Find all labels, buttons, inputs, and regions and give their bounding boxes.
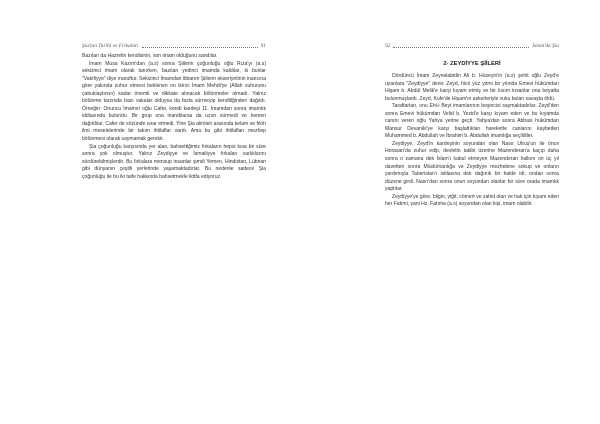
paragraph: Zeydiyye'ye göre, bilgin, yiğit, cömert ve zahid olan ve hak için kıyam eden her Fatımi, yani Hz. Fatıma (a.s) soyundan olan kişi, imam olabilir. <box>385 193 559 208</box>
left-page-body <box>82 53 266 181</box>
right-header-title: İslam'da Şia <box>532 43 559 49</box>
paragraph: Şia çoğunluğu karşısında yer alan, bahsettiğimiz fırkaların hepsi kısa bir süre sonra yok olmuştur. Yalnız Zeydiyye ve İsmailiyye fırkaları varlıklarını sürdürebilmişlerdir. Bu fırkalara mensup insanlar şimdi Yemen, Hindistan, Lübnan gibi dünyanın çeşitli yerlerinde yaşamaktadırlar. Bu nedenle sadece Şia çoğunluğu ile bu iki taife hakkında bahsetmekle iktifa ediyoruz. <box>82 143 266 180</box>
paragraph: Zeydiyye, Zeyd'in kardeşinin soyundan olan Nasır Utruş'un ile önce Horasan'da zuhur edip, devletin takibi üzerine Mazenderan'a kaçıp daha sonra o zamana dek İslam'ı kabul etmeyen Mazenderan halkını on üç yıl davetten sonra Müslümanlığa ve Zeydiyye mezhebine sokup ve onların yardımıyla Taberistan'ı istilasına dek dağınık bir halde idi; ondan sonra düzene girdi. Nasır'dan sonra onun soyundan olanlar bir süre orada imamlık yaptılar. <box>385 140 559 193</box>
header-dotted-leader <box>142 44 258 48</box>
header-dotted-leader <box>393 44 529 48</box>
paragraph: Taraftarları, onu Ehl-i Beyt imamlarının beşincisi saymaktadırlar. Zeyd'den sonra Emevi hükümdarı Velid b. Yezid'e karşı kıyam eden ve bu kıyamda canını veren oğlu Yahya yerine geçti. Yahya'dan sonra Abbasi hükümdarı Mansur Devaniki'ye karşı başlattıkları harekette canlarını kaybeden Muhammed b. Abdullah ve İbrahim b. Abdullah imamlığa seçildiler. <box>385 103 559 140</box>
left-header-title: Şia'nın Tarihi ve Firkaları <box>82 43 139 49</box>
left-page-header <box>82 43 266 49</box>
section-title: 2- ZEYDİYYE ŞİİLERİ <box>443 61 501 67</box>
right-page-number: 92 <box>385 43 391 49</box>
right-page-header <box>385 43 559 49</box>
right-page <box>300 0 600 424</box>
right-page-body <box>385 73 559 209</box>
paragraph: Dördüncü İmam Zeynelabidin Ali b. Hüseyin'in (a.s) şehit oğlu Zeyd'e uyanlara "Zeydiyye" denir. Zeyd, hicri yüz yirmi bir yılında Emevi hükümdarı Hişam b. Abdül Melik'e karşı kıyam etmiş ve bir kısım insanlar ona beyatta bulunmuşlardı. Zeyd, Kufe'de Hişam'ın askerleriyle vuku bulan savaşta öldü. <box>385 73 559 102</box>
left-page-number: 91 <box>260 43 266 49</box>
paragraph: İmam Musa Kazım'dan (a.s) sonra Şiilerin çoğunluğu oğlu Rıza'yı (a.s) sekizinci imam olarak tanırken, bazıları yedinci imamda kaldılar, ki bunlar "Vakıfiyye" diye maruftur. Sekizinci İmamdan itibaren Şiilerin ekseriyetinin inancına göre yakında zuhur etmesi beklenen on ikinci İmam Mehdi'ye (Allah zuhurunu çabuklaştırsın) kadar önemli ve dikkate alınacak bölünmeler olmadı. Yalnız bölünme tarzında bazı vakalar olduysa da fazla sürmeyip kendiliğinden dağıldı. Örneğin: Onuncu İmamın oğlu Cafer, kendi kardeşi 11. İmamdan sonra imamlık iddiasında bulundu. Bir grup ona inandılarsa da uzun sürmedi ve hemen dağıldılar. Cafer de sözünde ısrar etmedi. Yine Şia alimleri arasında kelam ve fıkıh ilmi meselelerinde bir takım ihtilaflar vardı. Ama bu gibi ihtilafları mezhep bölünmesi olarak saymamak gerekir. <box>82 60 266 143</box>
paragraph: Bazıları da Hazretin kendisinin, son imam olduğunu sandılar. <box>82 53 218 59</box>
